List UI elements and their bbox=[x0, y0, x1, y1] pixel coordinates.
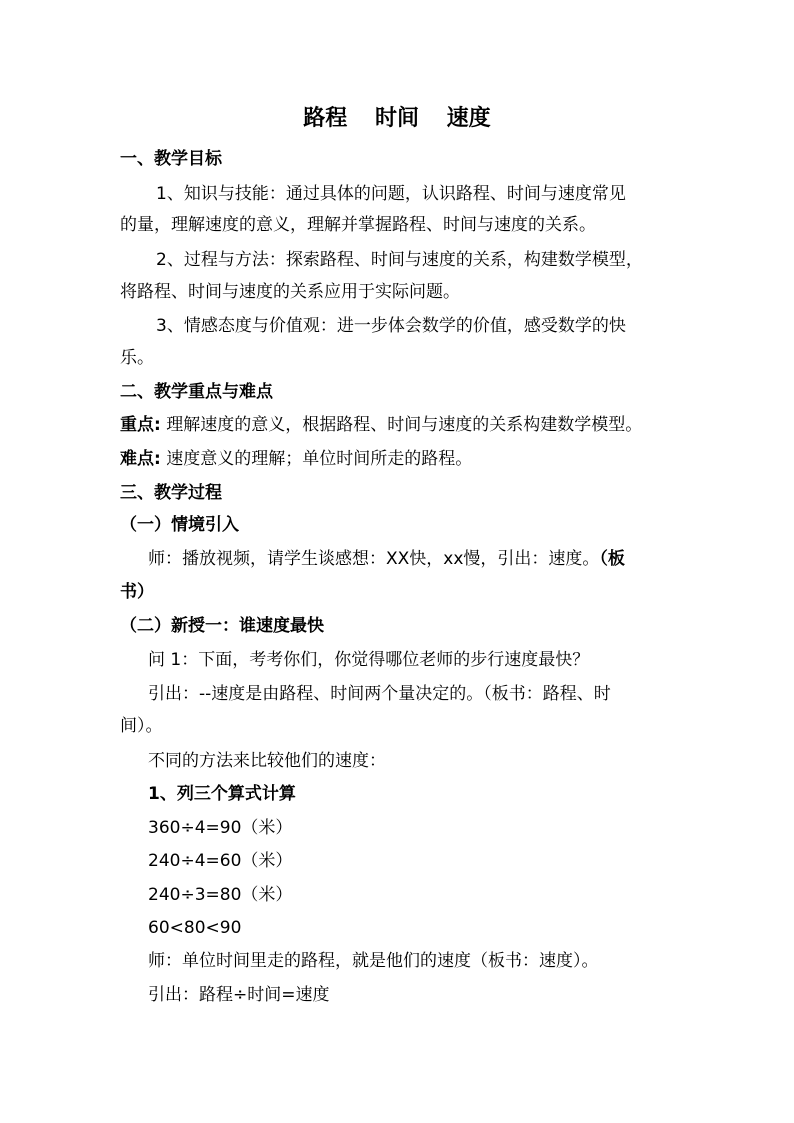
goal2-line2: 将路程、时间与速度的关系应用于实际问题。 bbox=[120, 282, 460, 302]
question-1: 问 1：下面，考考你们，你觉得哪位老师的步行速度最快？ bbox=[148, 650, 590, 670]
key-point-text: 理解速度的意义，根据路程、时间与速度的关系构建数学模型。 bbox=[160, 415, 643, 435]
teacher-line: 师：单位时间里走的路程，就是他们的速度（板书：速度）。 bbox=[148, 951, 599, 971]
difficult-point-line bbox=[120, 447, 472, 471]
calc-line-1: 360÷4=90（米） bbox=[148, 818, 293, 838]
part2-heading: （二）新授一：谁速度最快 bbox=[120, 616, 324, 636]
page-title bbox=[0, 104, 794, 132]
part1-line1-board: （板 bbox=[599, 549, 625, 569]
goal1-line2: 的量，理解速度的意义，理解并掌握路程、时间与速度的关系。 bbox=[120, 215, 596, 235]
section-heading-keypoints: 二、教学重点与难点 bbox=[120, 382, 273, 402]
lead1-line2: 间）。 bbox=[120, 716, 163, 736]
goal1-line1: 1、知识与技能：通过具体的问题，认识路程、时间与速度常见 bbox=[156, 184, 626, 204]
title-word-distance: 路程 bbox=[303, 105, 348, 131]
difficult-point-label: 难点: bbox=[120, 449, 161, 469]
goal3-line2: 乐。 bbox=[120, 348, 154, 368]
goal3-line1: 3、情感态度与价值观：进一步体会数学的价值，感受数学的快 bbox=[156, 316, 626, 336]
key-point-label: 重点: bbox=[120, 415, 161, 435]
part1-line1-text: 师：播放视频，请学生谈感想：XX快，xx慢，引出：速度。 bbox=[148, 549, 600, 569]
part1-line1 bbox=[148, 547, 625, 571]
title-word-speed: 速度 bbox=[446, 105, 491, 131]
method1-heading: 1、列三个算式计算 bbox=[148, 784, 296, 804]
goal2-line1: 2、过程与方法：探索路程、时间与速度的关系，构建数学模型， bbox=[156, 250, 643, 270]
calc-line-4: 60<80<90 bbox=[148, 918, 242, 938]
section-heading-process: 三、教学过程 bbox=[120, 483, 222, 503]
calc-line-2: 240÷4=60（米） bbox=[148, 851, 293, 871]
section-heading-goals: 一、教学目标 bbox=[120, 149, 222, 169]
key-point-line bbox=[120, 413, 642, 437]
calc-line-3: 240÷3=80（米） bbox=[148, 885, 293, 905]
title-word-time: 时间 bbox=[374, 105, 419, 131]
lead2-line: 引出：路程÷时间=速度 bbox=[148, 985, 330, 1005]
compare-line: 不同的方法来比较他们的速度： bbox=[148, 751, 386, 771]
lead1-line1: 引出：--速度是由路程、时间两个量决定的。（板书：路程、时 bbox=[148, 684, 611, 704]
part1-line2: 书） bbox=[120, 582, 154, 602]
part1-heading: （一）情境引入 bbox=[120, 515, 239, 535]
difficult-point-text: 速度意义的理解；单位时间所走的路程。 bbox=[160, 449, 473, 469]
